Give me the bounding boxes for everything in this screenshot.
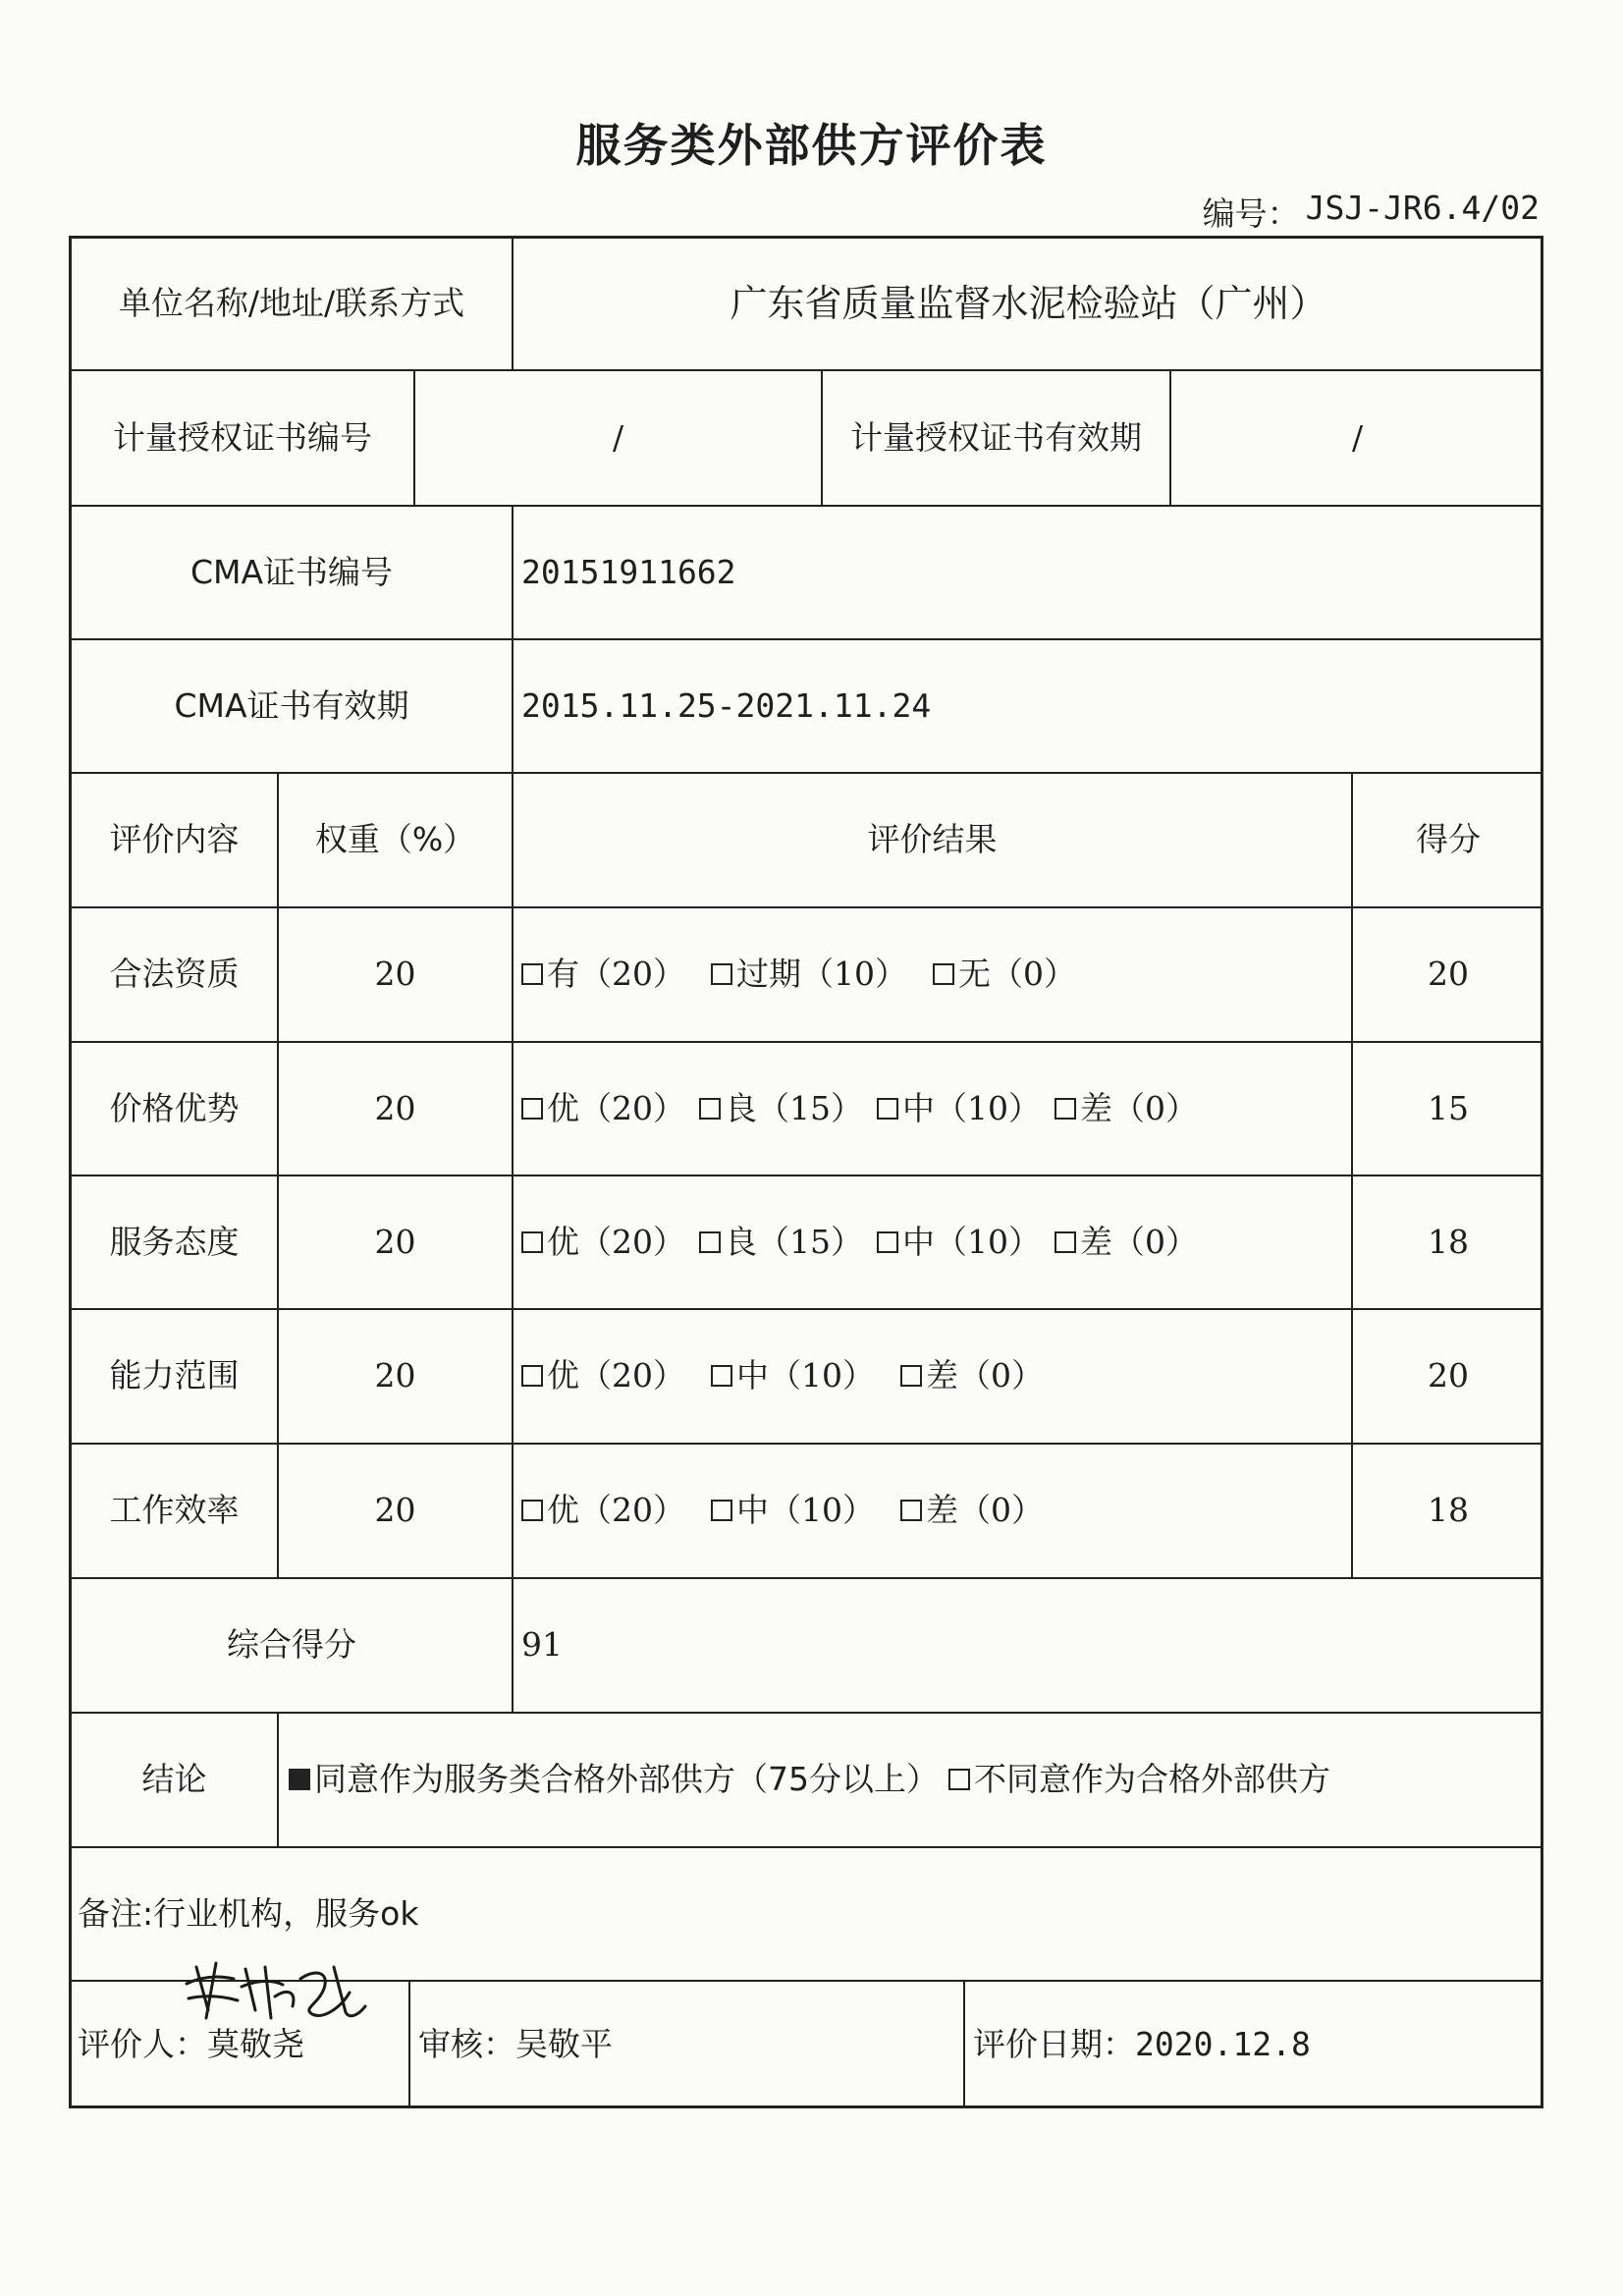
criteria-item: 合法资质: [72, 908, 279, 1043]
form-code-label: 编号：: [1202, 194, 1300, 233]
option-label: 无（0）: [958, 955, 1076, 994]
criteria-options: [514, 1310, 1353, 1445]
option-checkbox[interactable]: [900, 1355, 1044, 1397]
option-label: 优（20）: [547, 1222, 685, 1261]
reviewer-value: 吴敬平: [515, 2025, 613, 2064]
criteria-weight: 20: [279, 908, 514, 1043]
evaluator-value: 莫敬尧: [207, 2025, 304, 2064]
metrology-cert-value: /: [415, 371, 823, 507]
criteria-score: 18: [1353, 1176, 1543, 1310]
criteria-score: 20: [1353, 908, 1543, 1043]
criteria-score: 20: [1353, 1310, 1543, 1445]
checkbox-icon: [521, 1231, 543, 1253]
criteria-options: [514, 1445, 1353, 1579]
option-label: 过期（10）: [736, 955, 907, 994]
option-label: 良（15）: [725, 1088, 863, 1127]
option-checkbox[interactable]: [1055, 1088, 1198, 1130]
option-checkbox[interactable]: [521, 1490, 685, 1532]
option-label: 优（20）: [547, 1088, 685, 1127]
agree-checkbox[interactable]: [289, 1759, 939, 1801]
evaluator-label: 评价人：: [78, 2025, 207, 2064]
checkbox-icon: [877, 1098, 898, 1120]
option-checkbox[interactable]: [521, 1088, 685, 1130]
form-code-value: JSJ-JR6.4/02: [1305, 189, 1540, 227]
checkbox-icon: [521, 963, 543, 985]
disagree-checkbox[interactable]: [948, 1759, 1330, 1801]
option-checkbox[interactable]: [877, 1088, 1041, 1130]
criteria-options: [514, 1176, 1353, 1310]
cma-validity-value: 2015.11.25-2021.11.24: [514, 640, 1543, 774]
reviewer: [410, 1982, 965, 2108]
unit-label: 单位名称/地址/联系方式: [72, 239, 514, 371]
checkbox-icon: [711, 1365, 732, 1387]
criteria-weight: 20: [279, 1043, 514, 1176]
option-checkbox[interactable]: [711, 1355, 875, 1397]
checkbox-icon: [948, 1769, 970, 1790]
checked-checkbox-icon: [289, 1769, 310, 1790]
header-result: 评价结果: [514, 774, 1353, 908]
option-label: 差（0）: [1080, 1222, 1198, 1261]
option-checkbox[interactable]: [711, 954, 907, 996]
criteria-score: 15: [1353, 1043, 1543, 1176]
criteria-weight: 20: [279, 1445, 514, 1579]
agree-label: 同意作为服务类合格外部供方（75分以上）: [314, 1760, 939, 1799]
handwritten-signature: [177, 1949, 373, 2038]
cma-no-label: CMA证书编号: [72, 507, 514, 640]
conclusion-label: 结论: [72, 1714, 279, 1848]
checkbox-icon: [900, 1500, 922, 1521]
option-label: 中（10）: [902, 1088, 1041, 1127]
checkbox-icon: [521, 1500, 543, 1521]
criteria-item: 能力范围: [72, 1310, 279, 1445]
checkbox-icon: [933, 963, 954, 985]
reviewer-label: 审核：: [418, 2025, 515, 2064]
option-checkbox[interactable]: [521, 1355, 685, 1397]
option-checkbox[interactable]: [933, 954, 1076, 996]
form-title: 服务类外部供方评价表: [575, 119, 1048, 172]
conclusion-options: [279, 1714, 1543, 1848]
option-label: 优（20）: [547, 1491, 685, 1530]
option-checkbox[interactable]: [877, 1222, 1041, 1264]
option-label: 差（0）: [926, 1491, 1044, 1530]
criteria-item: 工作效率: [72, 1445, 279, 1579]
option-checkbox[interactable]: [699, 1222, 863, 1264]
option-label: 中（10）: [902, 1222, 1041, 1261]
criteria-weight: 20: [279, 1310, 514, 1445]
form-code: [1203, 189, 1540, 235]
checkbox-icon: [521, 1098, 543, 1120]
checkbox-icon: [877, 1231, 898, 1253]
total-label: 综合得分: [72, 1579, 514, 1714]
checkbox-icon: [521, 1365, 543, 1387]
criteria-options: [514, 1043, 1353, 1176]
checkbox-icon: [900, 1365, 922, 1387]
header-weight: 权重（%）: [279, 774, 514, 908]
criteria-item: 价格优势: [72, 1043, 279, 1176]
metrology-cert-label: 计量授权证书编号: [72, 371, 415, 507]
criteria-weight: 20: [279, 1176, 514, 1310]
header-score: 得分: [1353, 774, 1543, 908]
metrology-validity-value: /: [1171, 371, 1543, 507]
evaluation-table: [69, 236, 1543, 2108]
criteria-item: 服务态度: [72, 1176, 279, 1310]
remarks-value: 行业机构，服务ok: [153, 1893, 419, 1933]
disagree-label: 不同意作为合格外部供方: [974, 1760, 1330, 1799]
criteria-options: [514, 908, 1353, 1043]
checkbox-icon: [1055, 1098, 1076, 1120]
option-checkbox[interactable]: [521, 1222, 685, 1264]
cma-no-value: 20151911662: [514, 507, 1543, 640]
checkbox-icon: [711, 963, 732, 985]
option-checkbox[interactable]: [900, 1490, 1044, 1532]
option-label: 差（0）: [1080, 1088, 1198, 1127]
cma-validity-label: CMA证书有效期: [72, 640, 514, 774]
date-value: 2020.12.8: [1135, 2025, 1311, 2064]
checkbox-icon: [1055, 1231, 1076, 1253]
option-label: 良（15）: [725, 1222, 863, 1261]
option-label: 优（20）: [547, 1356, 685, 1395]
total-value: 91: [514, 1579, 1543, 1714]
checkbox-icon: [699, 1098, 721, 1120]
option-label: 差（0）: [926, 1356, 1044, 1395]
checkbox-icon: [699, 1231, 721, 1253]
option-checkbox[interactable]: [711, 1490, 875, 1532]
date-label: 评价日期：: [973, 2025, 1135, 2064]
option-checkbox[interactable]: [699, 1088, 863, 1130]
checkbox-icon: [711, 1500, 732, 1521]
evaluation-date: [965, 1982, 1543, 2108]
metrology-validity-label: 计量授权证书有效期: [823, 371, 1171, 507]
option-checkbox[interactable]: [521, 954, 685, 996]
option-label: 中（10）: [736, 1356, 875, 1395]
remarks-label: 备注:: [78, 1893, 154, 1933]
header-content: 评价内容: [72, 774, 279, 908]
unit-value: 广东省质量监督水泥检验站（广州）: [514, 239, 1543, 371]
option-label: 有（20）: [547, 955, 685, 994]
option-checkbox[interactable]: [1055, 1222, 1198, 1264]
criteria-score: 18: [1353, 1445, 1543, 1579]
option-label: 中（10）: [736, 1491, 875, 1530]
